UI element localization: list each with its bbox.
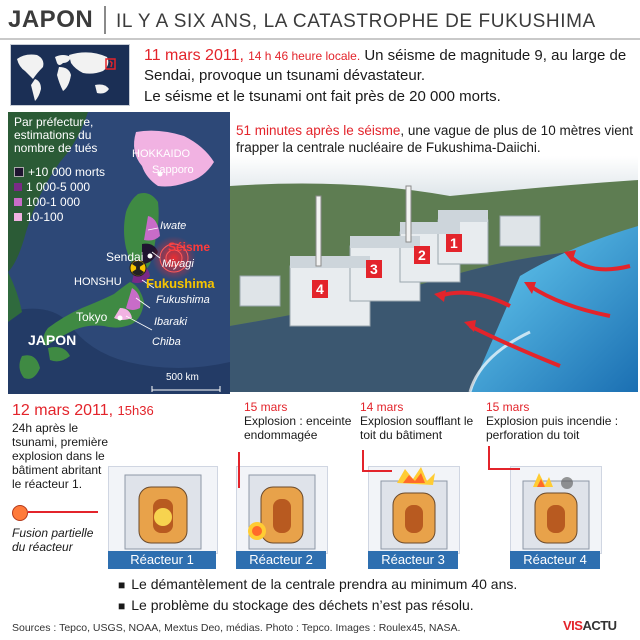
- label-fukushima-plant: Fukushima: [146, 276, 215, 291]
- japan-map: [8, 112, 230, 394]
- step-reactor-2: [244, 400, 354, 442]
- step-date: 14 mars: [360, 400, 404, 414]
- timeline-text: 24h après le tsunami, première explosion dans le bâtiment abritant le réacteur 1.: [12, 421, 109, 491]
- label-japon: JAPON: [28, 332, 77, 348]
- legend-swatch: [14, 183, 22, 191]
- step-reactor-3: [360, 400, 480, 442]
- tsunami-highlight: 51 minutes après le séisme: [236, 123, 401, 138]
- label-fukushima: Fukushima: [156, 294, 210, 306]
- bullet-icon: ■: [118, 578, 126, 592]
- timeline-date: [12, 402, 154, 420]
- unit-label: 2: [418, 247, 426, 263]
- legend-label: 100-1 000: [26, 194, 81, 209]
- page-title: JAPON: [8, 6, 94, 33]
- step-text: Explosion : enceinte endommagée: [244, 414, 352, 442]
- fusion-caption: Fusion partielle du réacteur: [12, 526, 94, 554]
- label-chiba: Chiba: [152, 336, 181, 348]
- reactor-3-diagram: [368, 466, 460, 554]
- reactor-2-diagram: [236, 466, 328, 554]
- step-arrow: [362, 470, 392, 472]
- scale-label: 500 km: [166, 372, 199, 383]
- reactor-4-label: Réacteur 4: [510, 551, 600, 569]
- legend-swatch: [14, 167, 24, 177]
- label-honshu: HONSHU: [74, 276, 122, 288]
- step-arrow: [238, 452, 240, 488]
- legend-label: +10 000 morts: [28, 164, 106, 179]
- intro-text: Un séisme de magnitude 9, au large de Sendai, provoque un tsunami dévastateur.: [144, 47, 627, 84]
- legend-label: 1 000-5 000: [26, 179, 91, 194]
- unit-label: 4: [316, 281, 324, 297]
- header-divider: [0, 38, 640, 40]
- legend-item: [14, 164, 124, 179]
- brand-part-a: VIS: [563, 618, 583, 633]
- label-hokkaido: HOKKAIDO: [132, 148, 191, 160]
- sources-footer: Sources : Tepco, USGS, NOAA, Mextus Deo, médias. Photo : Tepco. Images : Roulex45, NASA.: [12, 622, 461, 634]
- label-seisme: Séisme: [168, 240, 211, 254]
- list-item-text: Le problème du stockage des déchets n’est pas résolu.: [131, 597, 474, 613]
- label-tokyo: Tokyo: [76, 310, 108, 324]
- reactor-1-diagram: [108, 466, 218, 554]
- intro-date: 11 mars 2011,: [144, 47, 244, 64]
- legend-item: [14, 179, 124, 194]
- reactor-1-label: Réacteur 1: [108, 551, 216, 569]
- list-item: [118, 574, 517, 595]
- plant-graphic: [230, 156, 638, 392]
- bullet-icon: ■: [118, 599, 126, 613]
- list-item: [118, 595, 517, 616]
- map-legend: [14, 164, 124, 224]
- label-miyagi: Miyagi: [162, 258, 194, 270]
- world-locator-map: [10, 44, 130, 106]
- reactor-icon: [237, 467, 327, 553]
- unit-label: 1: [450, 235, 458, 251]
- label-sendai: Sendai: [106, 250, 144, 264]
- header-separator: [104, 6, 106, 34]
- fusion-icon: [12, 505, 28, 521]
- tsunami-text: , une vague de plus de 10 mètres vient frapper la centrale nucléaire de Fukushima-Daiichi.: [236, 123, 633, 155]
- step-text: Explosion soufflant le toit du bâtiment: [360, 414, 474, 442]
- reactor-icon: [369, 467, 459, 553]
- step-reactor-4: [486, 400, 636, 442]
- key-facts-list: [118, 574, 517, 616]
- brand-logo: [563, 618, 617, 633]
- plant-illustration: [230, 156, 638, 392]
- fusion-arrow: [28, 511, 98, 513]
- step-arrow: [362, 450, 364, 472]
- reactor-4-diagram: [510, 466, 602, 554]
- reactor-icon: [109, 467, 217, 553]
- step-arrow: [488, 468, 520, 470]
- step-arrow: [488, 446, 490, 470]
- legend-title: Par préfecture, estimations du nombre de tués: [14, 115, 98, 155]
- tsunami-paragraph: [236, 122, 634, 156]
- reactor-2-label: Réacteur 2: [236, 551, 326, 569]
- legend-swatch: [14, 198, 22, 206]
- timeline-time-text: 15h36: [117, 403, 154, 418]
- step-date: 15 mars: [486, 400, 530, 414]
- brand-part-b: ACTU: [582, 618, 617, 633]
- header: [0, 0, 640, 40]
- label-iwate: Iwate: [160, 220, 187, 232]
- step-date: 15 mars: [244, 400, 288, 414]
- legend-swatch: [14, 213, 22, 221]
- reactor-3-label: Réacteur 3: [368, 551, 458, 569]
- reactor-icon: [511, 467, 601, 553]
- death-toll-text: Le séisme et le tsunami ont fait près de 20 000 morts.: [144, 88, 501, 105]
- legend-item: [14, 209, 124, 224]
- step-text: Explosion puis incendie : perforation du toit: [486, 414, 619, 442]
- unit-label: 3: [370, 261, 378, 277]
- label-ibaraki: Ibaraki: [154, 316, 188, 328]
- intro-paragraph: [144, 46, 634, 85]
- legend-item: [14, 194, 124, 209]
- legend-label: 10-100: [26, 209, 64, 224]
- list-item-text: Le démantèlement de la centrale prendra au minimum 40 ans.: [131, 576, 518, 592]
- timeline-date-text: 12 mars 2011,: [12, 402, 114, 419]
- label-sapporo: Sapporo: [152, 164, 194, 176]
- page-subtitle: IL Y A SIX ANS, LA CATASTROPHE DE FUKUSHIMA: [116, 11, 596, 32]
- world-map-icon: [11, 45, 129, 105]
- intro-time: 14 h 46 heure locale.: [248, 49, 361, 63]
